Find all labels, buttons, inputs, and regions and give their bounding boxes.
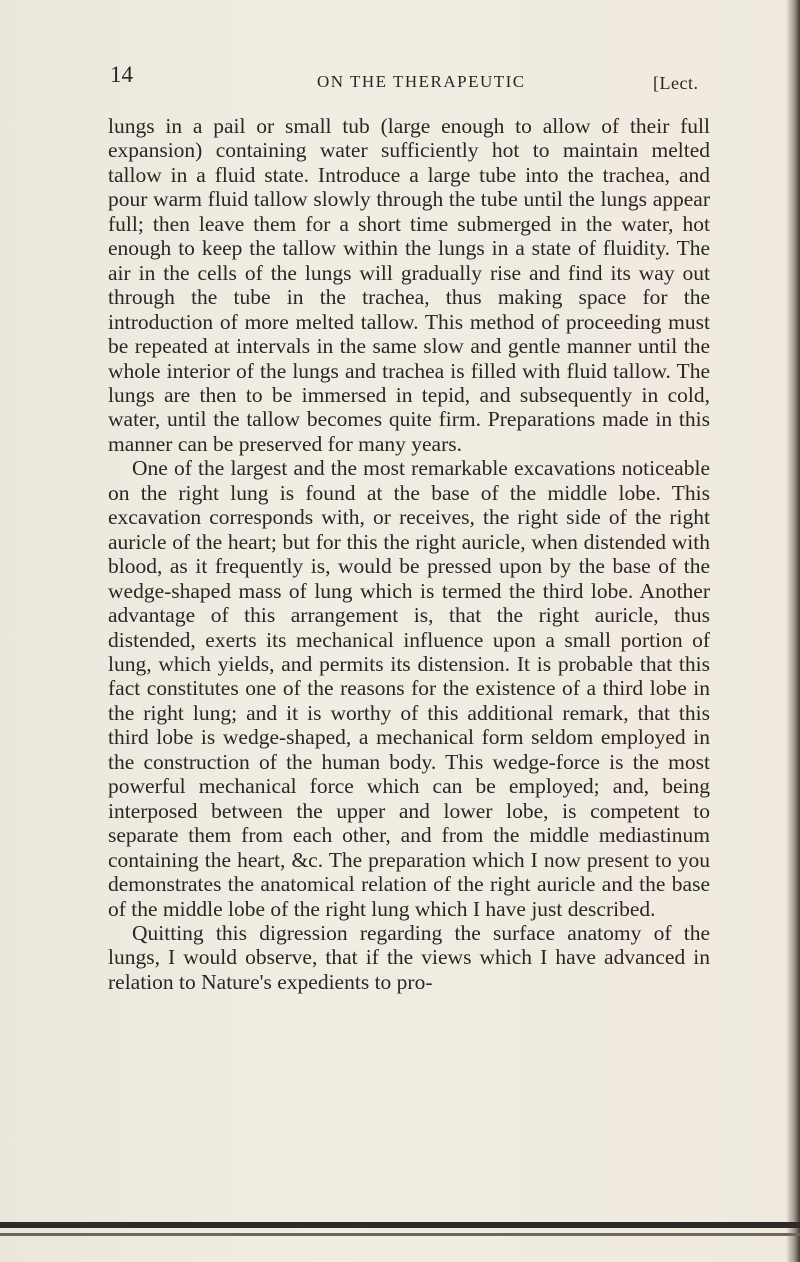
paragraph-continuation: lungs in a pail or small tub (large enough to allow of their full expansion) containing water sufficiently hot to maintain melted tallow in a fluid state. Introduce a large tube into the trachea, and pour warm fluid tallow slowly through the tube until the lungs appear full; then leave them for a short time submerged in the water, hot enough to keep the tallow within the lungs in a state of fluidity. The air in the cells of the lungs will gradually rise and find its way out through the tube in the trachea, thus making space for the introduction of more melted tallow. This method of proceeding must be repeated at intervals in the same slow and gentle manner until the whole interior of the lungs and trachea is filled with fluid tallow. The lungs are then to be immersed in tepid, and subsequently in cold, water, until the tallow becomes quite firm. Preparations made in this manner can be preserved for many years. xyxy=(108,114,710,456)
paragraph-excavation: One of the largest and the most remarkable excavations noticeable on the right lung is found at the base of the middle lobe. This excavation corresponds with, or receives, the right side of the right auricle of the heart; but for this the right auricle, when distended with blood, as it frequently is, would be pressed upon by the base of the wedge-shaped mass of lung which is termed the third lobe. Another advantage of this arrangement is, that the right auricle, thus distended, exerts its mechanical influence upon a small portion of lung, which yields, and permits its distension. It is probable that this fact constitutes one of the reasons for the existence of a third lobe in the right lung; and it is worthy of this additional remark, that this third lobe is wedge-shaped, a mechanical form seldom employed in the construction of the human body. This wedge-force is the most powerful mechanical force which can be employed; and, being interposed between the upper and lower lobe, is competent to separate them from each other, and from the middle mediastinum containing the heart, &c. The preparation which I now present to you demonstrates the anatomical relation of the right auricle and the base of the middle lobe of the right lung which I have just described. xyxy=(108,456,710,921)
paragraph-quitting: Quitting this digression regarding the surface anatomy of the lungs, I would observe, that if the views which I have advanced in relation to Nature's expedients to pro- xyxy=(108,920,710,994)
running-head xyxy=(110,62,710,96)
page-edge-shadow xyxy=(786,0,800,1262)
bottom-border xyxy=(0,1222,800,1228)
bottom-border-thin xyxy=(0,1233,800,1236)
running-title: ON THE THERAPEUTIC xyxy=(317,72,526,91)
body-text xyxy=(108,114,710,994)
section-marker: [Lect. xyxy=(653,73,699,93)
page-number: 14 xyxy=(110,62,133,87)
